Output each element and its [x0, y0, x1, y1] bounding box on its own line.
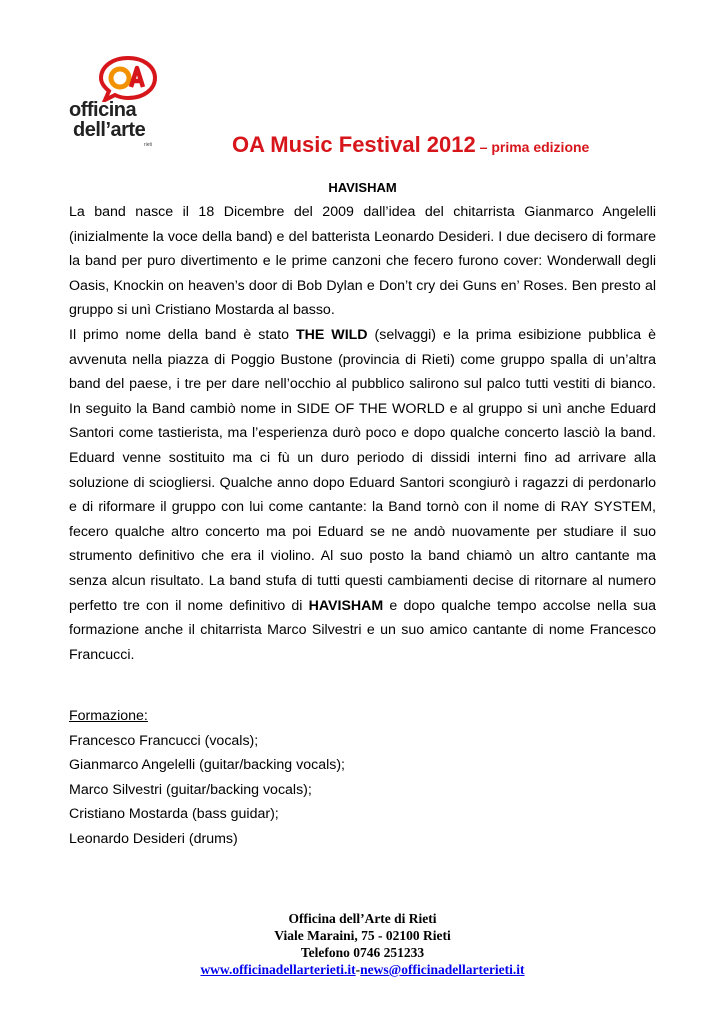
website-link[interactable]: www.officinadellarterieti.it — [200, 962, 356, 977]
link-separator: - — [355, 962, 361, 977]
member-item: Leonardo Desideri (drums) — [69, 830, 238, 847]
email-link[interactable]: news@officinadellarterieti.it — [360, 962, 525, 977]
logo-wordmark — [69, 100, 145, 140]
bio-bold-name: THE WILD — [295, 326, 368, 343]
footer-org-name: Officina dell’Arte di Rieti — [288, 911, 437, 926]
bio-text: e dopo qualche tempo accolse nella sua formazione anche il chitarrista Marco Silvestri e un suo amico cantante di nome Francesco Francucci. — [69, 597, 656, 663]
footer-phone: Telefono 0746 251233 — [300, 945, 425, 960]
formation-section — [69, 704, 345, 852]
formation-label: Formazione: — [69, 708, 148, 724]
logo-small-text: rieti — [144, 142, 153, 148]
band-heading: HAVISHAM — [328, 180, 397, 195]
bio-bold-name: HAVISHAM — [308, 597, 384, 614]
logo-line-1: officina — [69, 99, 137, 121]
bio-paragraph-1: La band nasce il 18 Dicembre del 2009 dall’idea del chitarrista Gianmarco Angelelli (inizialmente la voce della band) e del batterista Leonardo Desideri. I due decisero di formare la band per puro divertimento e le prime canzoni che fecero furono cover: Wonderwall degli Oasis, Knockin on heaven’s door di Bob Dylan e Don’t cry dei Guns en’ Roses. Ben presto al gruppo si unì Cristiano Mostarda al basso. — [69, 204, 656, 319]
officina-dell-arte-logo — [60, 52, 170, 152]
footer — [0, 910, 725, 978]
festival-title-main: OA Music Festival 2012 — [232, 132, 476, 157]
bio-text: Il primo nome della band è stato — [69, 326, 296, 343]
footer-links — [0, 961, 725, 978]
logo-line-2: dell’arte — [73, 119, 146, 141]
member-item: Cristiano Mostarda (bass guidar); — [69, 806, 279, 823]
member-item: Marco Silvestri (guitar/backing vocals); — [69, 781, 312, 798]
member-item: Francesco Francucci (vocals); — [69, 732, 259, 749]
festival-title — [232, 132, 589, 158]
bio-text: (selvaggi) e la prima esibizione pubblica è avvenuta nella piazza di Poggio Bustone (provincia di Rieti) come gruppo spalla di un’altra band del paese, i tre per dare nell’occhio al pubblico salirono sul palco tutti vestiti di bianco. In seguito la Band cambiò nome in SIDE OF THE WORLD e al gruppo si unì anche Eduard Santori come tastierista, ma l’esperienza durò poco e dopo qualche concerto lasciò la band. Eduard venne sostituito ma ci fù un duro periodo di dissidi interni fino ad arrivare alla soluzione di sciogliersi. Qualche anno dopo Eduard Santori scongiurò i ragazzi di perdonarlo e di riformare il gruppo con lui come cantante: la Band tornò con il nome di RAY SYSTEM, fecero qualche altro concerto ma poi Eduard se ne andò nuovamente per studiare il suo strumento definitivo che era il violino. Al suo posto la band chiamò un altro cantante ma senza alcun risultato. La band stufa di tutti questi cambiamenti decise di ritornare al numero perfetto tre con il nome definitivo di — [69, 326, 657, 614]
band-biography — [69, 200, 656, 667]
bio-paragraph-2 — [69, 323, 656, 667]
oa-speech-bubble-icon — [98, 56, 158, 102]
member-item: Gianmarco Angelelli (guitar/backing vocals); — [69, 757, 345, 774]
footer-address: Viale Maraini, 75 - 02100 Rieti — [274, 928, 451, 943]
festival-title-sub: – prima edizione — [475, 139, 590, 155]
members-list — [69, 729, 345, 852]
